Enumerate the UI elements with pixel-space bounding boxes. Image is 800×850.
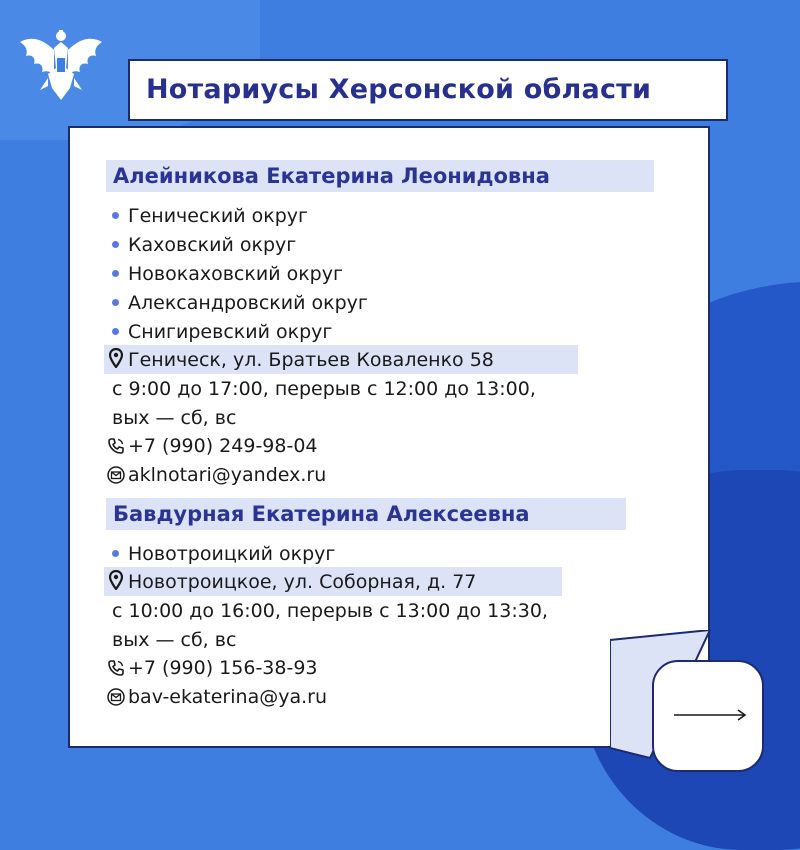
title-banner xyxy=(128,59,728,121)
notary-name-highlight xyxy=(106,160,654,192)
next-page-button[interactable] xyxy=(652,660,764,772)
district-item: Александровский округ xyxy=(128,292,368,314)
map-pin-icon xyxy=(109,348,123,368)
envelope-icon xyxy=(106,688,126,706)
days-off: вых — сб, вс xyxy=(112,407,237,429)
district-item: Генический округ xyxy=(128,205,309,227)
email-address[interactable]: bav-ekaterina@ya.ru xyxy=(128,686,327,708)
phone-icon xyxy=(107,659,125,677)
email-address[interactable]: aklnotari@yandex.ru xyxy=(128,464,327,486)
notary-name: Алейникова Екатерина Леонидовна xyxy=(113,164,550,188)
days-off: вых — сб, вс xyxy=(112,629,237,651)
bullet-dot-icon xyxy=(112,550,119,557)
district-item: Новотроицкий округ xyxy=(128,543,336,565)
district-item: Каховский округ xyxy=(128,234,297,256)
working-hours: с 10:00 до 16:00, перерыв с 13:00 до 13:30, xyxy=(112,600,548,622)
bullet-dot-icon xyxy=(112,212,119,219)
address-text: Новотроицкое, ул. Соборная, д. 77 xyxy=(128,571,477,593)
page-title: Нотариусы Херсонской области xyxy=(146,74,652,105)
notary-name-highlight xyxy=(106,498,626,530)
district-item: Снигиревский округ xyxy=(128,321,333,343)
notary-name: Бавдурная Екатерина Алексеевна xyxy=(113,502,530,526)
map-pin-icon xyxy=(109,570,123,590)
district-item: Новокаховский округ xyxy=(128,263,343,285)
bullet-dot-icon xyxy=(112,328,119,335)
phone-number[interactable]: +7 (990) 156-38-93 xyxy=(128,657,318,679)
double-headed-eagle-icon xyxy=(18,28,104,104)
arrow-right-icon xyxy=(654,662,762,770)
working-hours: с 9:00 до 17:00, перерыв с 12:00 до 13:00, xyxy=(112,378,536,400)
phone-icon xyxy=(107,437,125,455)
address-text: Геническ, ул. Братьев Коваленко 58 xyxy=(128,349,494,371)
bullet-dot-icon xyxy=(112,241,119,248)
bullet-dot-icon xyxy=(112,299,119,306)
phone-number[interactable]: +7 (990) 249-98-04 xyxy=(128,435,318,457)
envelope-icon xyxy=(106,466,126,484)
bullet-dot-icon xyxy=(112,270,119,277)
